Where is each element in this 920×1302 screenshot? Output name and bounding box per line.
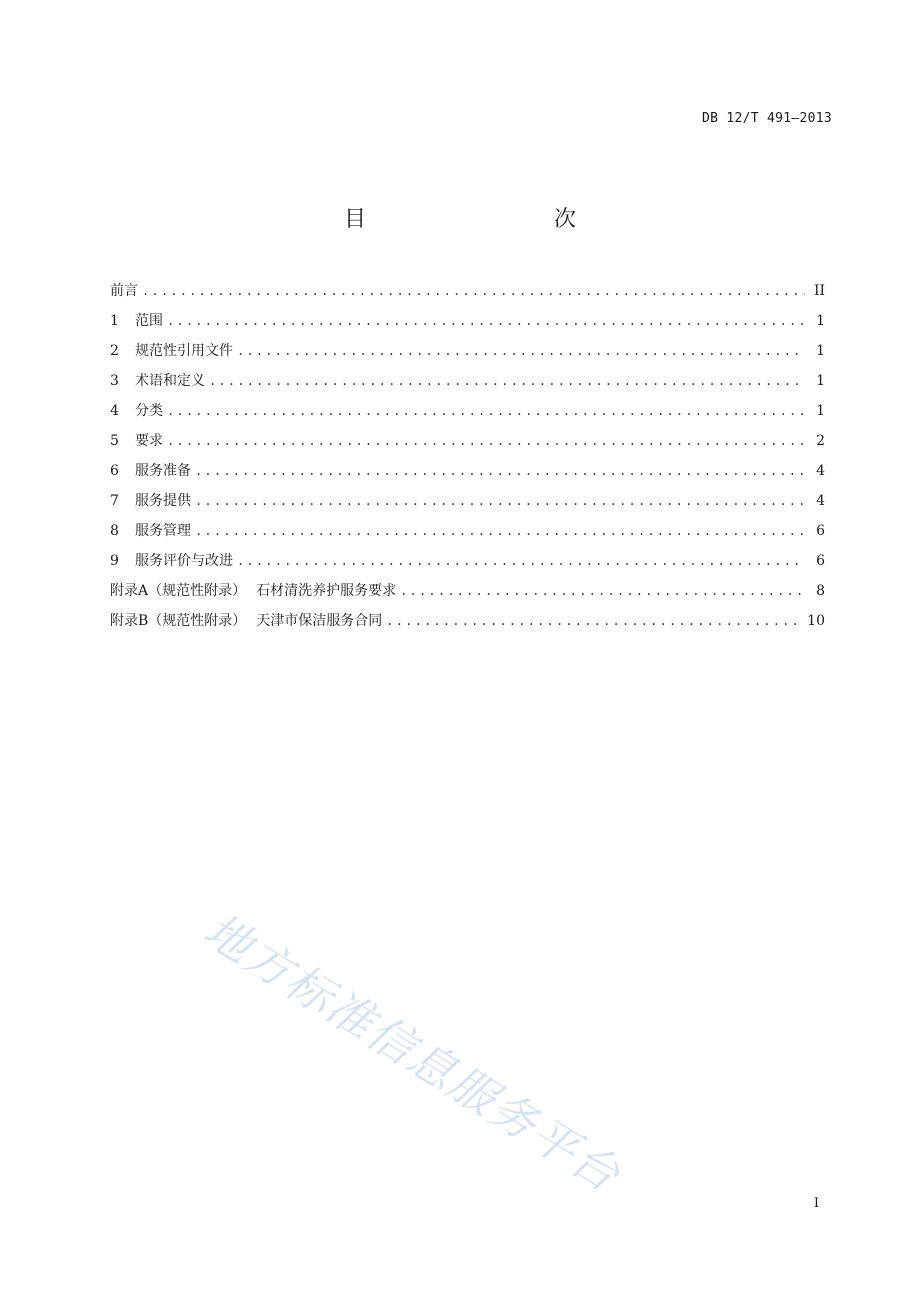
watermark-text: 地方标准信息服务平台 bbox=[194, 902, 631, 1203]
toc-leader-dots bbox=[195, 456, 805, 486]
toc-entry-annex-b[interactable] bbox=[110, 606, 825, 636]
toc-entry-foreword[interactable] bbox=[110, 276, 825, 306]
toc-leader-dots bbox=[237, 336, 805, 366]
toc-entry-label: 服务管理 bbox=[135, 523, 191, 539]
toc-entry-page: 6 bbox=[816, 553, 825, 569]
toc-entry-label: 规范性引用文件 bbox=[135, 343, 233, 359]
toc-entry-service-management[interactable] bbox=[110, 516, 825, 546]
document-code: DB 12/T 491—2013 bbox=[701, 111, 832, 126]
toc-entry-requirements[interactable] bbox=[110, 426, 825, 456]
toc-leader-dots bbox=[195, 516, 805, 546]
toc-entry-label: 前言 bbox=[110, 283, 138, 299]
toc-leader-dots bbox=[400, 576, 805, 606]
toc-entry-label: 服务准备 bbox=[135, 463, 191, 479]
toc-leader-dots bbox=[167, 426, 805, 456]
toc-entry-prefix: 附录A（规范性附录） bbox=[110, 583, 247, 599]
toc-entry-page: 10 bbox=[807, 613, 825, 629]
toc-entry-number: 5 bbox=[110, 433, 119, 449]
toc-leader-dots bbox=[209, 366, 805, 396]
toc-entry-number: 4 bbox=[110, 403, 119, 419]
toc-leader-dots bbox=[237, 546, 805, 576]
toc-entry-annex-a[interactable] bbox=[110, 576, 825, 606]
toc-entry-page: 4 bbox=[816, 463, 825, 479]
toc-entry-scope[interactable] bbox=[110, 306, 825, 336]
toc-entry-number: 6 bbox=[110, 463, 119, 479]
table-of-contents bbox=[110, 276, 825, 636]
toc-entry-page: 6 bbox=[816, 523, 825, 539]
toc-entry-prefix: 附录B（规范性附录） bbox=[110, 613, 247, 629]
toc-leader-dots bbox=[195, 486, 805, 516]
page-number: I bbox=[813, 1196, 819, 1211]
toc-entry-label: 范围 bbox=[135, 313, 163, 329]
toc-title: 目 次 bbox=[343, 207, 624, 232]
toc-entry-label: 要求 bbox=[135, 433, 163, 449]
toc-entry-page: 4 bbox=[816, 493, 825, 509]
toc-entry-page: 1 bbox=[816, 313, 825, 329]
toc-entry-page: 1 bbox=[816, 373, 825, 389]
toc-entry-page: 2 bbox=[816, 433, 825, 449]
toc-leader-dots bbox=[167, 306, 805, 336]
toc-entry-label: 术语和定义 bbox=[135, 373, 205, 389]
toc-entry-number: 9 bbox=[110, 553, 119, 569]
toc-entry-label: 服务提供 bbox=[135, 493, 191, 509]
toc-entry-label: 分类 bbox=[135, 403, 163, 419]
toc-entry-service-preparation[interactable] bbox=[110, 456, 825, 486]
toc-leader-dots bbox=[142, 276, 805, 306]
toc-entry-number: 1 bbox=[110, 313, 119, 329]
toc-entry-service-evaluation[interactable] bbox=[110, 546, 825, 576]
toc-entry-label: 天津市保洁服务合同 bbox=[256, 613, 383, 629]
toc-entry-service-provision[interactable] bbox=[110, 486, 825, 516]
toc-entry-classification[interactable] bbox=[110, 396, 825, 426]
toc-entry-page: 1 bbox=[816, 403, 825, 419]
toc-entry-number: 3 bbox=[110, 373, 119, 389]
toc-entry-number: 2 bbox=[110, 343, 119, 359]
toc-entry-page: 8 bbox=[816, 583, 825, 599]
toc-entry-page: 1 bbox=[816, 343, 825, 359]
toc-entry-number: 8 bbox=[110, 523, 119, 539]
toc-entry-label: 石材清洗养护服务要求 bbox=[256, 583, 397, 599]
toc-entry-page: II bbox=[813, 283, 825, 299]
toc-entry-label: 服务评价与改进 bbox=[135, 553, 233, 569]
toc-entry-number: 7 bbox=[110, 493, 119, 509]
toc-leader-dots bbox=[386, 606, 803, 636]
toc-entry-terms-definitions[interactable] bbox=[110, 366, 825, 396]
toc-leader-dots bbox=[167, 396, 805, 426]
toc-entry-normative-references[interactable] bbox=[110, 336, 825, 366]
